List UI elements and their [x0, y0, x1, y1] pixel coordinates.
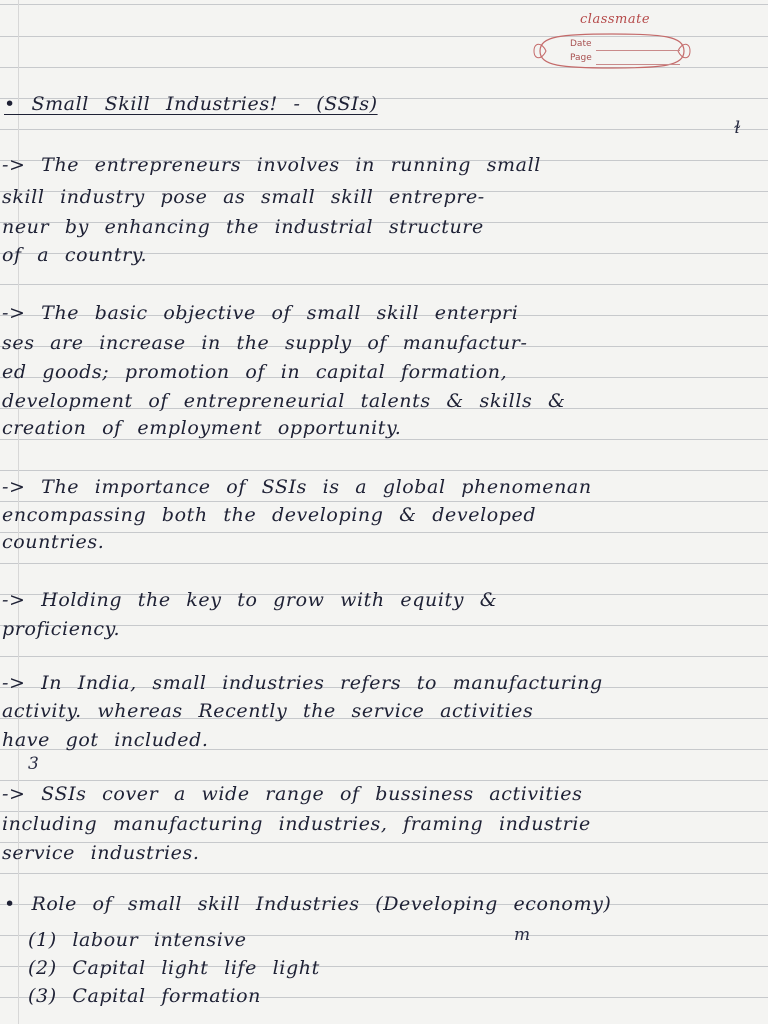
brand-frame-icon: [532, 28, 692, 74]
paragraph-4-line-1: -> Holding the key to grow with equity &: [2, 589, 498, 611]
paragraph-1-line-4: of a country.: [2, 244, 148, 266]
margin-number-mark: 3: [28, 754, 39, 774]
paragraph-4-line-2: proficiency.: [2, 618, 121, 640]
role-item-1: (1) labour intensive: [28, 929, 247, 951]
paragraph-2-line-4: development of entrepreneurial talents & skills &: [2, 390, 566, 412]
paragraph-1-line-2: skill industry pose as small skill entrepre-: [2, 186, 485, 208]
role-item-2: (2) Capital light life light: [28, 957, 320, 979]
page-label: Page: [570, 53, 592, 63]
paragraph-6-line-3: service industries.: [2, 842, 200, 864]
heading-small-skill-industries: • Small Skill Industries! - (SSIs): [4, 93, 378, 115]
paragraph-1-line-1: -> The entrepreneurs involves in running small: [2, 154, 541, 176]
paragraph-5-line-3: have got included.: [2, 729, 209, 751]
paragraph-6-line-1: -> SSIs cover a wide range of bussiness activities: [2, 783, 583, 805]
date-label: Date: [570, 39, 592, 49]
classmate-brand-box: [532, 6, 692, 76]
paragraph-3-line-1: -> The importance of SSIs is a global phenomenan: [2, 476, 592, 498]
paragraph-3-line-3: countries.: [2, 531, 105, 553]
page-rule: [596, 64, 680, 65]
paragraph-5-line-2: activity. whereas Recently the service activities: [2, 700, 534, 722]
paragraph-3-line-2: encompassing both the developing & developed: [2, 504, 537, 526]
paragraph-2-line-2: ses are increase in the supply of manufactur-: [2, 332, 528, 354]
heading-role-of-small-skill-industries: • Role of small skill Industries (Developing economy): [4, 893, 612, 915]
margin-tick-mark: ɫ: [734, 118, 741, 138]
brand-logo-text: classmate: [580, 12, 651, 27]
paragraph-5-line-1: -> In India, small industries refers to manufacturing: [2, 672, 603, 694]
paragraph-6-line-2: including manufacturing industries, framing industrie: [2, 813, 591, 835]
margin-scribble-mark: m: [514, 925, 531, 945]
paragraph-2-line-1: -> The basic objective of small skill enterpri: [2, 302, 519, 324]
paragraph-2-line-5: creation of employment opportunity.: [2, 417, 402, 439]
date-rule: [596, 50, 680, 51]
paragraph-2-line-3: ed goods; promotion of in capital formation,: [2, 361, 508, 383]
role-item-3: (3) Capital formation: [28, 985, 262, 1007]
paragraph-1-line-3: neur by enhancing the industrial structure: [2, 216, 484, 238]
